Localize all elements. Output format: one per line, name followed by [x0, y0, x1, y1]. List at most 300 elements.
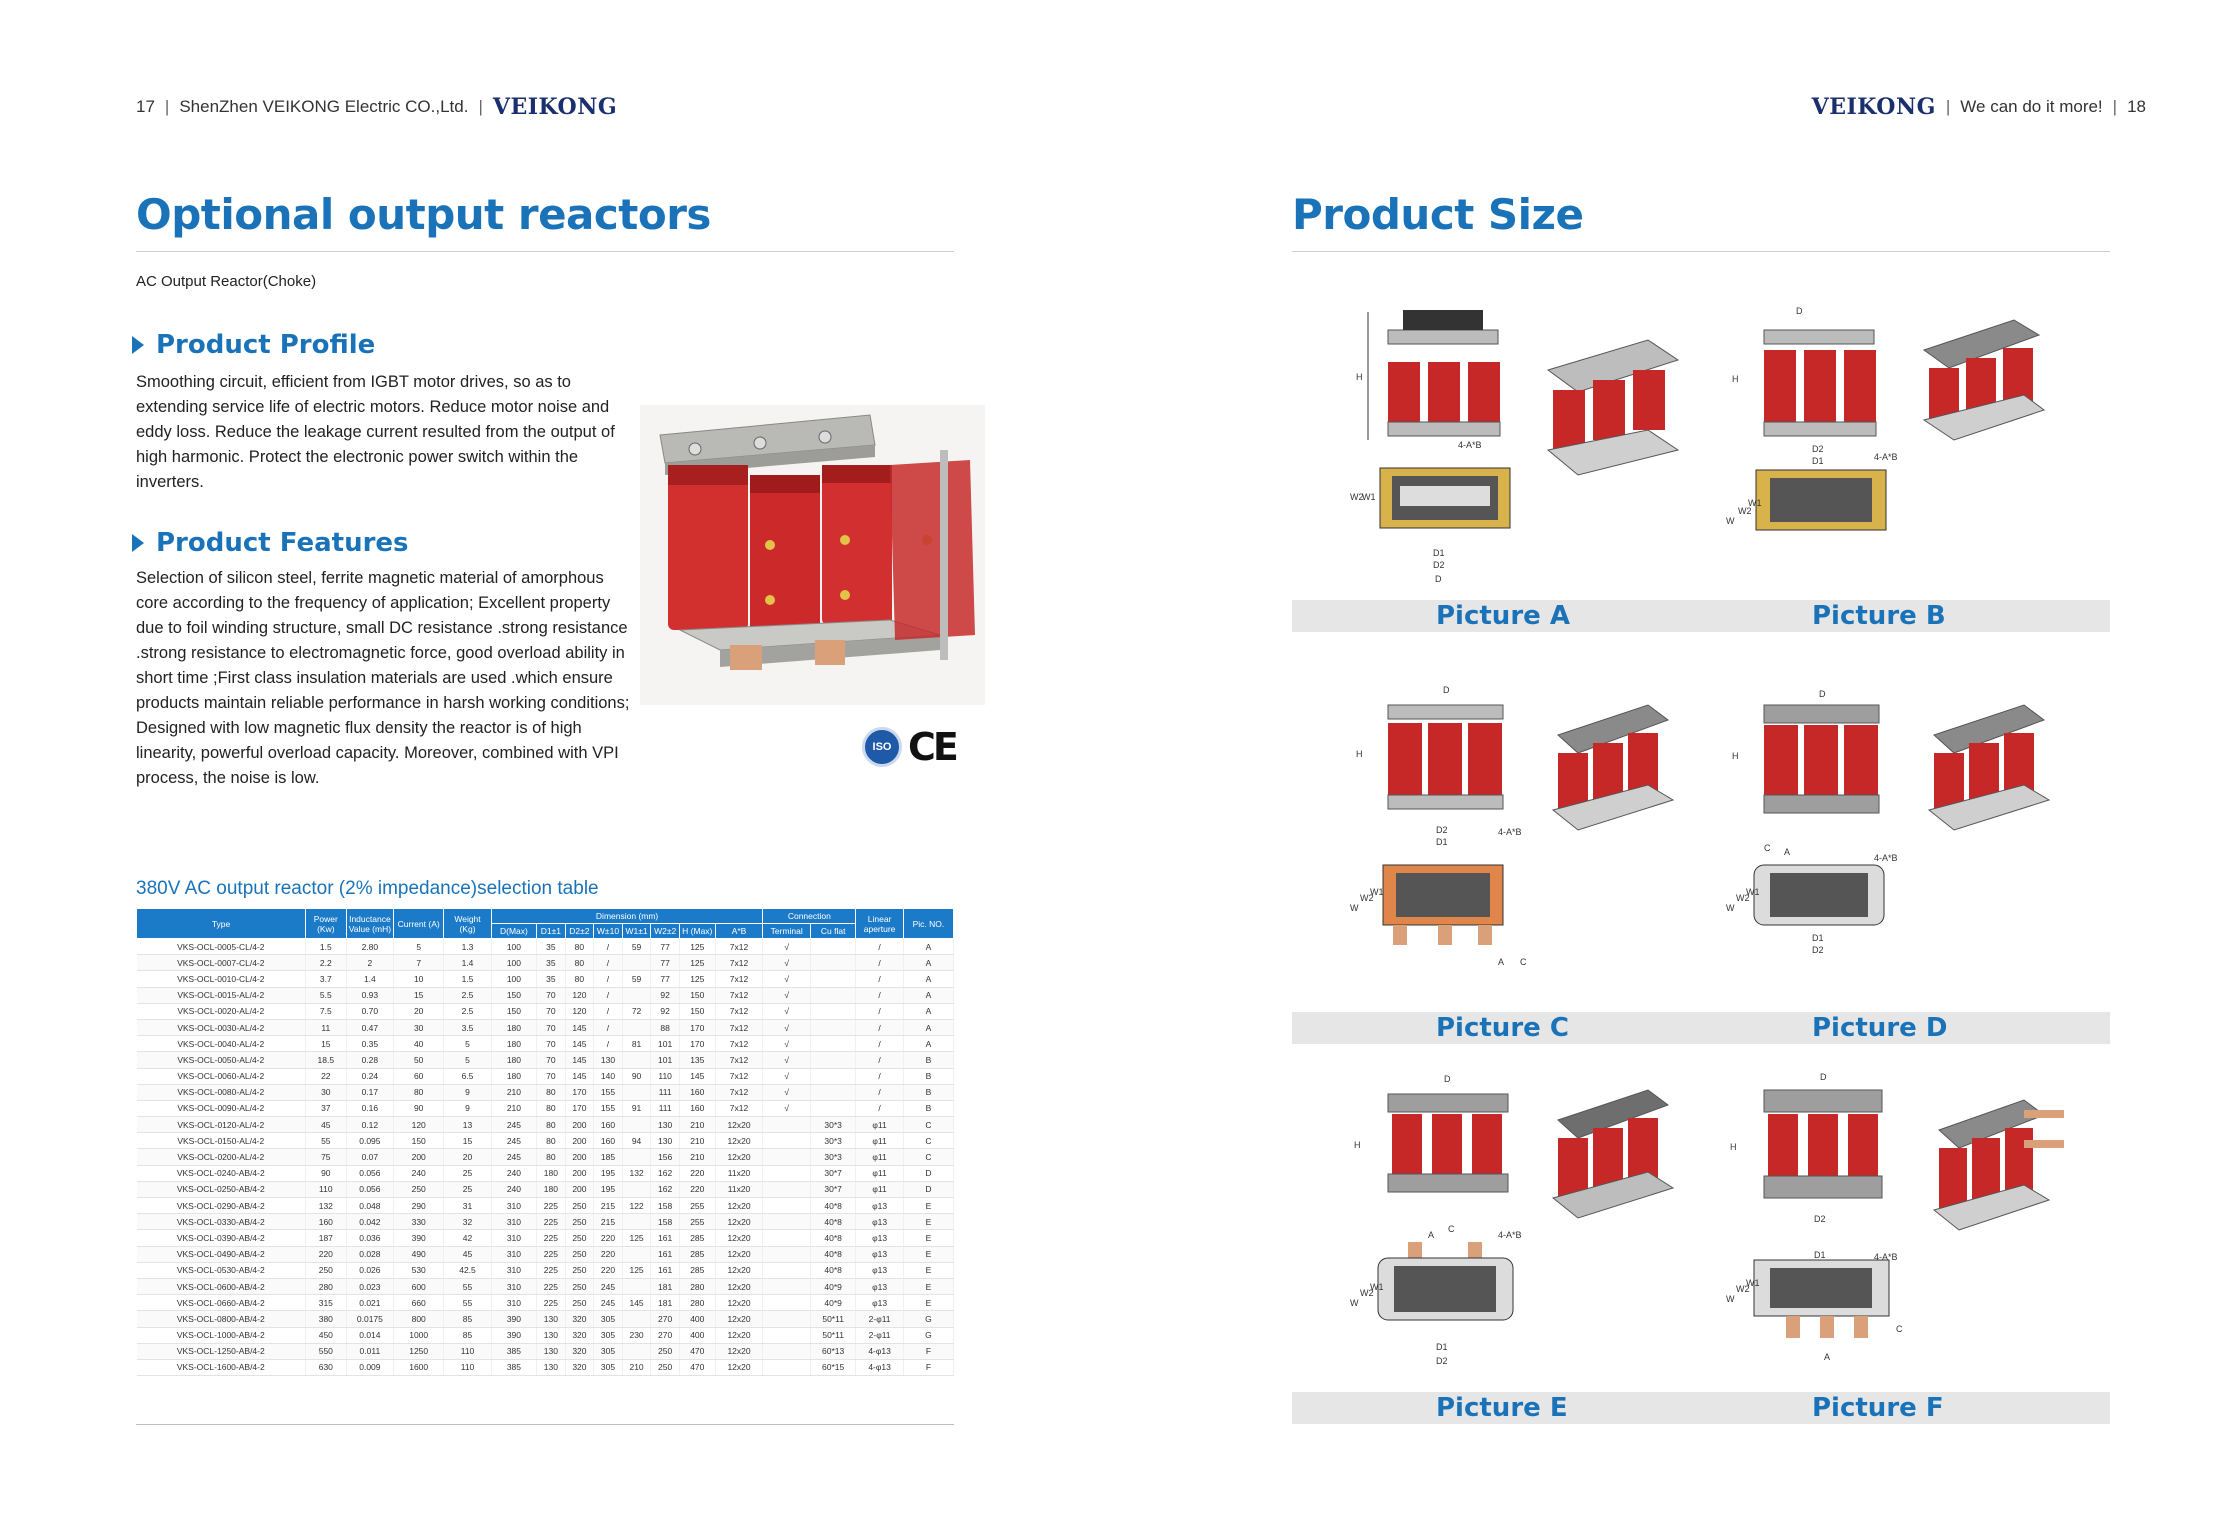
svg-text:W1: W1 — [1370, 887, 1384, 897]
table-cell: C — [903, 1149, 953, 1165]
svg-text:A: A — [1428, 1230, 1435, 1240]
triangle-bullet-icon — [132, 534, 144, 552]
table-cell: 5.5 — [306, 987, 346, 1003]
table-cell: 400 — [679, 1311, 715, 1327]
table-cell: 1.5 — [444, 971, 492, 987]
table-cell: VKS-OCL-0530-AB/4-2 — [137, 1262, 306, 1278]
svg-text:C: C — [1764, 843, 1771, 853]
table-cell: 10 — [394, 971, 444, 987]
svg-text:H: H — [1732, 374, 1739, 384]
features-text: Selection of silicon steel, ferrite magnetic material of amorphous core according to the frequency of application; Excellent property due to foil winding structure, small DC resistance .strong resistance .strong resistance to electromagnetic force, good overload ability in short time ;First class insulation materials are used .which ensure products maintain reliable performance in harsh working conditions; Designed with low magnetic flux density the reactor is of high linearity, powerful overload capacity. Moreover, combined with VPI process, the noise is low. — [136, 569, 630, 787]
table-cell: B — [903, 1068, 953, 1084]
table-cell: 145 — [679, 1068, 715, 1084]
table-cell: 110 — [444, 1359, 492, 1375]
table-row — [137, 1133, 954, 1149]
table-cell: 70 — [537, 987, 566, 1003]
table-cell: E — [903, 1230, 953, 1246]
table-cell: 255 — [679, 1214, 715, 1230]
table-cell: 80 — [394, 1084, 444, 1100]
table-cell: / — [856, 1052, 904, 1068]
table-cell: 77 — [651, 955, 680, 971]
table-cell: √ — [763, 1068, 811, 1084]
table-cell: φ13 — [856, 1278, 904, 1294]
table-row — [137, 1019, 954, 1035]
table-cell: 45 — [306, 1117, 346, 1133]
table-cell: 30*3 — [811, 1117, 856, 1133]
table-cell: 210 — [491, 1084, 536, 1100]
table-row — [137, 1214, 954, 1230]
table-cell: 7x12 — [715, 987, 763, 1003]
table-cell: F — [903, 1343, 953, 1359]
table-cell: VKS-OCL-0007-CL/4-2 — [137, 955, 306, 971]
table-cell: VKS-OCL-0020-AL/4-2 — [137, 1003, 306, 1019]
table-cell: 120 — [565, 987, 594, 1003]
table-cell: 320 — [565, 1311, 594, 1327]
table-cell: 270 — [651, 1311, 680, 1327]
table-cell: 0.28 — [346, 1052, 394, 1068]
table-cell: 600 — [394, 1278, 444, 1294]
table-cell: 310 — [491, 1198, 536, 1214]
table-cell: √ — [763, 1100, 811, 1116]
table-cell: 7 — [394, 955, 444, 971]
table-cell: 160 — [594, 1117, 623, 1133]
table-cell: 162 — [651, 1165, 680, 1181]
table-cell: / — [594, 955, 623, 971]
table-cell: 240 — [394, 1165, 444, 1181]
table-cell: 85 — [444, 1311, 492, 1327]
table-cell: 145 — [622, 1295, 651, 1311]
table-cell: 0.056 — [346, 1165, 394, 1181]
table-cell: √ — [763, 955, 811, 971]
table-cell: 0.042 — [346, 1214, 394, 1230]
right-page — [1118, 0, 2236, 1528]
table-cell: 42.5 — [444, 1262, 492, 1278]
slogan: We can do it more! — [1960, 97, 2103, 116]
profile-text: Smoothing circuit, efficient from IGBT motor drives, so as to extending service life of electric motors. Reduce motor noise and eddy loss. Reduce the leakage current resulted from the output of high harmonic. Protect the electronic power switch within the inverters. — [136, 373, 615, 491]
table-cell: 120 — [394, 1117, 444, 1133]
table-cell: 200 — [565, 1165, 594, 1181]
table-cell: 250 — [651, 1343, 680, 1359]
table-cell: 1.4 — [346, 971, 394, 987]
table-cell: 285 — [679, 1262, 715, 1278]
table-row — [137, 1246, 954, 1262]
table-cell — [622, 987, 651, 1003]
table-cell: 250 — [306, 1262, 346, 1278]
table-cell: VKS-OCL-1250-AB/4-2 — [137, 1343, 306, 1359]
table-cell: 1000 — [394, 1327, 444, 1343]
top-view — [1350, 440, 1510, 584]
table-cell: 122 — [622, 1198, 651, 1214]
table-cell: 110 — [444, 1343, 492, 1359]
svg-text:D: D — [1443, 685, 1450, 695]
table-cell: 13 — [444, 1117, 492, 1133]
table-cell: 245 — [491, 1133, 536, 1149]
table-cell: 11x20 — [715, 1165, 763, 1181]
table-cell: 250 — [394, 1181, 444, 1197]
table-cell: 330 — [394, 1214, 444, 1230]
table-cell — [763, 1214, 811, 1230]
table-cell: 2-φ11 — [856, 1327, 904, 1343]
table-cell: √ — [763, 1052, 811, 1068]
table-cell — [622, 955, 651, 971]
svg-text:4-A*B: 4-A*B — [1874, 452, 1898, 462]
svg-text:H: H — [1356, 749, 1363, 759]
table-cell: 15 — [306, 1036, 346, 1052]
table-cell: 59 — [622, 939, 651, 955]
features-heading: Product Features — [132, 528, 409, 558]
page-number: 17 — [136, 97, 155, 116]
table-cell: 530 — [394, 1262, 444, 1278]
table-cell: 320 — [565, 1343, 594, 1359]
table-cell: 88 — [651, 1019, 680, 1035]
column-header: Inductance Value (mH) — [346, 909, 394, 939]
caption-picture-e: Picture E — [1436, 1393, 1568, 1423]
table-cell — [622, 1214, 651, 1230]
table-cell: 0.07 — [346, 1149, 394, 1165]
table-cell — [763, 1343, 811, 1359]
table-cell: 60 — [394, 1068, 444, 1084]
table-row — [137, 971, 954, 987]
table-cell: 135 — [679, 1052, 715, 1068]
table-row — [137, 1262, 954, 1278]
table-cell: 75 — [306, 1149, 346, 1165]
table-cell: 130 — [537, 1343, 566, 1359]
table-cell — [763, 1311, 811, 1327]
table-cell: B — [903, 1084, 953, 1100]
table-cell: 180 — [491, 1036, 536, 1052]
table-cell: / — [856, 1003, 904, 1019]
table-cell: 59 — [622, 971, 651, 987]
table-cell: √ — [763, 1084, 811, 1100]
table-cell: 390 — [491, 1327, 536, 1343]
table-cell: C — [903, 1133, 953, 1149]
table-cell: 305 — [594, 1311, 623, 1327]
table-cell: 85 — [444, 1327, 492, 1343]
table-cell: 245 — [594, 1295, 623, 1311]
svg-text:H: H — [1732, 751, 1739, 761]
sub-column-header: D(Max) — [491, 924, 536, 939]
page-number: 18 — [2127, 97, 2146, 116]
table-cell: 0.009 — [346, 1359, 394, 1375]
table-cell: 180 — [491, 1052, 536, 1068]
svg-text:W: W — [1726, 516, 1735, 526]
table-cell: 40*8 — [811, 1230, 856, 1246]
table-cell: 132 — [306, 1198, 346, 1214]
sub-column-header: H (Max) — [679, 924, 715, 939]
table-cell: 250 — [565, 1198, 594, 1214]
table-cell: / — [856, 1036, 904, 1052]
svg-text:4-A*B: 4-A*B — [1498, 1230, 1522, 1240]
svg-text:W2: W2 — [1360, 1288, 1374, 1298]
title-divider — [136, 251, 954, 252]
reactor-product-photo — [640, 405, 985, 705]
table-cell: 0.47 — [346, 1019, 394, 1035]
table-cell: 210 — [679, 1149, 715, 1165]
table-cell: G — [903, 1327, 953, 1343]
table-cell: 250 — [565, 1278, 594, 1294]
table-cell: 80 — [537, 1133, 566, 1149]
table-cell: 2.5 — [444, 1003, 492, 1019]
table-cell: / — [594, 1003, 623, 1019]
table-cell: 92 — [651, 1003, 680, 1019]
table-cell: 145 — [565, 1068, 594, 1084]
table-cell: √ — [763, 971, 811, 987]
table-cell: 0.93 — [346, 987, 394, 1003]
table-cell: 240 — [491, 1181, 536, 1197]
table-cell: 15 — [444, 1133, 492, 1149]
svg-text:D1: D1 — [1812, 933, 1824, 943]
svg-text:D2: D2 — [1436, 825, 1448, 835]
table-cell: 195 — [594, 1181, 623, 1197]
svg-text:D2: D2 — [1814, 1214, 1826, 1224]
svg-text:4-A*B: 4-A*B — [1874, 853, 1898, 863]
table-cell: √ — [763, 939, 811, 955]
table-cell: 0.056 — [346, 1181, 394, 1197]
table-cell: VKS-OCL-1600-AB/4-2 — [137, 1359, 306, 1375]
column-header: Current (A) — [394, 909, 444, 939]
table-cell: 245 — [491, 1117, 536, 1133]
table-cell: 130 — [537, 1327, 566, 1343]
table-cell — [811, 971, 856, 987]
table-cell: 450 — [306, 1327, 346, 1343]
table-cell: 25 — [444, 1181, 492, 1197]
table-cell: 0.095 — [346, 1133, 394, 1149]
table-cell: 12x20 — [715, 1198, 763, 1214]
table-cell: 220 — [594, 1246, 623, 1262]
table-cell: √ — [763, 987, 811, 1003]
table-cell: 70 — [537, 1052, 566, 1068]
table-cell: G — [903, 1311, 953, 1327]
table-cell: D — [903, 1165, 953, 1181]
right-header: VEIKONG | We can do it more! | 18 — [1811, 94, 2146, 120]
table-cell: 12x20 — [715, 1214, 763, 1230]
table-cell: 1.4 — [444, 955, 492, 971]
table-cell: 250 — [565, 1295, 594, 1311]
table-cell: 161 — [651, 1262, 680, 1278]
table-cell: 32 — [444, 1214, 492, 1230]
table-cell: 90 — [306, 1165, 346, 1181]
table-cell: 225 — [537, 1246, 566, 1262]
table-row — [137, 1198, 954, 1214]
table-row — [137, 987, 954, 1003]
svg-text:D1: D1 — [1812, 456, 1824, 466]
table-cell: 125 — [622, 1262, 651, 1278]
table-cell — [622, 1311, 651, 1327]
table-row — [137, 1003, 954, 1019]
table-cell: 130 — [651, 1133, 680, 1149]
svg-text:W1: W1 — [1746, 887, 1760, 897]
svg-text:W2: W2 — [1350, 492, 1364, 502]
svg-text:H: H — [1730, 1142, 1737, 1152]
table-cell — [763, 1327, 811, 1343]
table-cell: 150 — [394, 1133, 444, 1149]
table-cell: φ13 — [856, 1214, 904, 1230]
table-cell: 200 — [565, 1181, 594, 1197]
table-cell: 225 — [537, 1214, 566, 1230]
svg-text:W2: W2 — [1738, 506, 1752, 516]
table-cell — [763, 1295, 811, 1311]
selection-table-title: 380V AC output reactor (2% impedance)selection table — [136, 878, 599, 899]
table-cell: 181 — [651, 1295, 680, 1311]
table-cell — [622, 1343, 651, 1359]
table-cell: 40*8 — [811, 1214, 856, 1230]
subtitle: AC Output Reactor(Choke) — [136, 273, 317, 290]
diagram-picture-f — [1724, 1070, 2100, 1390]
table-cell: 800 — [394, 1311, 444, 1327]
table-cell: φ13 — [856, 1262, 904, 1278]
table-cell: 180 — [537, 1181, 566, 1197]
table-cell: VKS-OCL-0090-AL/4-2 — [137, 1100, 306, 1116]
table-cell: 60*13 — [811, 1343, 856, 1359]
table-cell: 31 — [444, 1198, 492, 1214]
table-cell: VKS-OCL-0490-AB/4-2 — [137, 1246, 306, 1262]
table-cell: 77 — [651, 971, 680, 987]
table-cell: 310 — [491, 1262, 536, 1278]
svg-text:W: W — [1726, 903, 1735, 913]
svg-text:D2: D2 — [1433, 560, 1445, 570]
table-cell: A — [903, 971, 953, 987]
table-cell: A — [903, 987, 953, 1003]
table-cell: VKS-OCL-0390-AB/4-2 — [137, 1230, 306, 1246]
table-cell: 130 — [651, 1117, 680, 1133]
table-cell: VKS-OCL-0200-AL/4-2 — [137, 1149, 306, 1165]
table-cell: 0.70 — [346, 1003, 394, 1019]
table-row — [137, 1036, 954, 1052]
svg-text:W2: W2 — [1736, 893, 1750, 903]
table-cell: 12x20 — [715, 1311, 763, 1327]
table-cell: 180 — [491, 1019, 536, 1035]
table-cell: φ11 — [856, 1165, 904, 1181]
table-cell: 70 — [537, 1036, 566, 1052]
table-cell: 12x20 — [715, 1359, 763, 1375]
table-cell: 310 — [491, 1246, 536, 1262]
table-cell: A — [903, 955, 953, 971]
sub-column-header: Cu flat — [811, 924, 856, 939]
table-cell: 72 — [622, 1003, 651, 1019]
table-cell: 220 — [594, 1230, 623, 1246]
svg-text:C: C — [1448, 1224, 1455, 1234]
table-cell: 60*15 — [811, 1359, 856, 1375]
table-cell: 170 — [679, 1019, 715, 1035]
table-cell: / — [856, 1084, 904, 1100]
table-cell: 150 — [491, 1003, 536, 1019]
left-header: 17 | ShenZhen VEIKONG Electric CO.,Ltd. | VEIKONG — [136, 94, 618, 120]
column-header: Pic. NO. — [903, 909, 953, 939]
table-cell: 90 — [622, 1068, 651, 1084]
table-cell: B — [903, 1052, 953, 1068]
table-cell: 0.011 — [346, 1343, 394, 1359]
svg-text:D: D — [1796, 306, 1803, 316]
svg-text:A: A — [1824, 1352, 1831, 1362]
table-cell: 2 — [346, 955, 394, 971]
table-cell: 125 — [622, 1230, 651, 1246]
table-cell — [811, 939, 856, 955]
table-row — [137, 1100, 954, 1116]
table-cell: 210 — [491, 1100, 536, 1116]
table-cell: 80 — [537, 1084, 566, 1100]
table-cell: 0.023 — [346, 1278, 394, 1294]
table-cell: 1600 — [394, 1359, 444, 1375]
table-cell — [763, 1230, 811, 1246]
table-cell: 100 — [491, 939, 536, 955]
table-cell: VKS-OCL-0660-AB/4-2 — [137, 1295, 306, 1311]
table-cell: 94 — [622, 1133, 651, 1149]
certification-badges — [862, 725, 956, 769]
table-cell: 100 — [491, 955, 536, 971]
table-cell: 30*7 — [811, 1181, 856, 1197]
sub-column-header: W±10 — [594, 924, 623, 939]
table-cell: 70 — [537, 1068, 566, 1084]
table-cell: E — [903, 1295, 953, 1311]
column-header: Connection — [763, 909, 856, 924]
table-cell: 110 — [651, 1068, 680, 1084]
table-cell: 390 — [394, 1230, 444, 1246]
front-view — [1356, 310, 1500, 440]
svg-text:W2: W2 — [1360, 893, 1374, 903]
svg-text:D: D — [1819, 689, 1826, 699]
table-cell: 7x12 — [715, 971, 763, 987]
table-cell: 490 — [394, 1246, 444, 1262]
table-cell: 220 — [306, 1246, 346, 1262]
table-cell: 550 — [306, 1343, 346, 1359]
table-cell: 210 — [679, 1133, 715, 1149]
caption-picture-b: Picture B — [1812, 601, 1946, 631]
svg-text:D1: D1 — [1436, 1342, 1448, 1352]
svg-text:A: A — [1784, 847, 1791, 857]
table-cell: 245 — [594, 1278, 623, 1294]
table-body — [137, 939, 954, 1376]
table-cell: / — [856, 1100, 904, 1116]
table-cell: 630 — [306, 1359, 346, 1375]
table-cell — [763, 1198, 811, 1214]
table-cell: A — [903, 939, 953, 955]
sub-column-header: A*B — [715, 924, 763, 939]
table-row — [137, 1181, 954, 1197]
svg-text:W: W — [1726, 1294, 1735, 1304]
table-cell: 162 — [651, 1181, 680, 1197]
table-cell — [763, 1359, 811, 1375]
table-cell: 181 — [651, 1278, 680, 1294]
table-cell: E — [903, 1246, 953, 1262]
caption-picture-f: Picture F — [1812, 1393, 1944, 1423]
svg-text:D: D — [1444, 1074, 1451, 1084]
table-row — [137, 1149, 954, 1165]
table-cell: 215 — [594, 1214, 623, 1230]
table-cell: 180 — [491, 1068, 536, 1084]
iso-badge-icon: ISO — [862, 727, 902, 767]
table-cell: 145 — [565, 1019, 594, 1035]
svg-text:W: W — [1350, 1298, 1359, 1308]
table-cell: E — [903, 1214, 953, 1230]
table-cell: 210 — [679, 1117, 715, 1133]
table-cell: 160 — [679, 1084, 715, 1100]
table-cell — [622, 1019, 651, 1035]
table-row — [137, 1295, 954, 1311]
table-cell: 225 — [537, 1295, 566, 1311]
table-cell: 37 — [306, 1100, 346, 1116]
table-cell: 11x20 — [715, 1181, 763, 1197]
profile-heading: Product Profile — [132, 330, 375, 360]
svg-text:W1: W1 — [1746, 1278, 1760, 1288]
table-cell: √ — [763, 1019, 811, 1035]
table-row — [137, 1165, 954, 1181]
table-cell: 3.7 — [306, 971, 346, 987]
table-cell: 130 — [537, 1359, 566, 1375]
table-cell: 160 — [594, 1133, 623, 1149]
table-cell: 180 — [537, 1165, 566, 1181]
table-row — [137, 1327, 954, 1343]
table-cell: 12x20 — [715, 1327, 763, 1343]
